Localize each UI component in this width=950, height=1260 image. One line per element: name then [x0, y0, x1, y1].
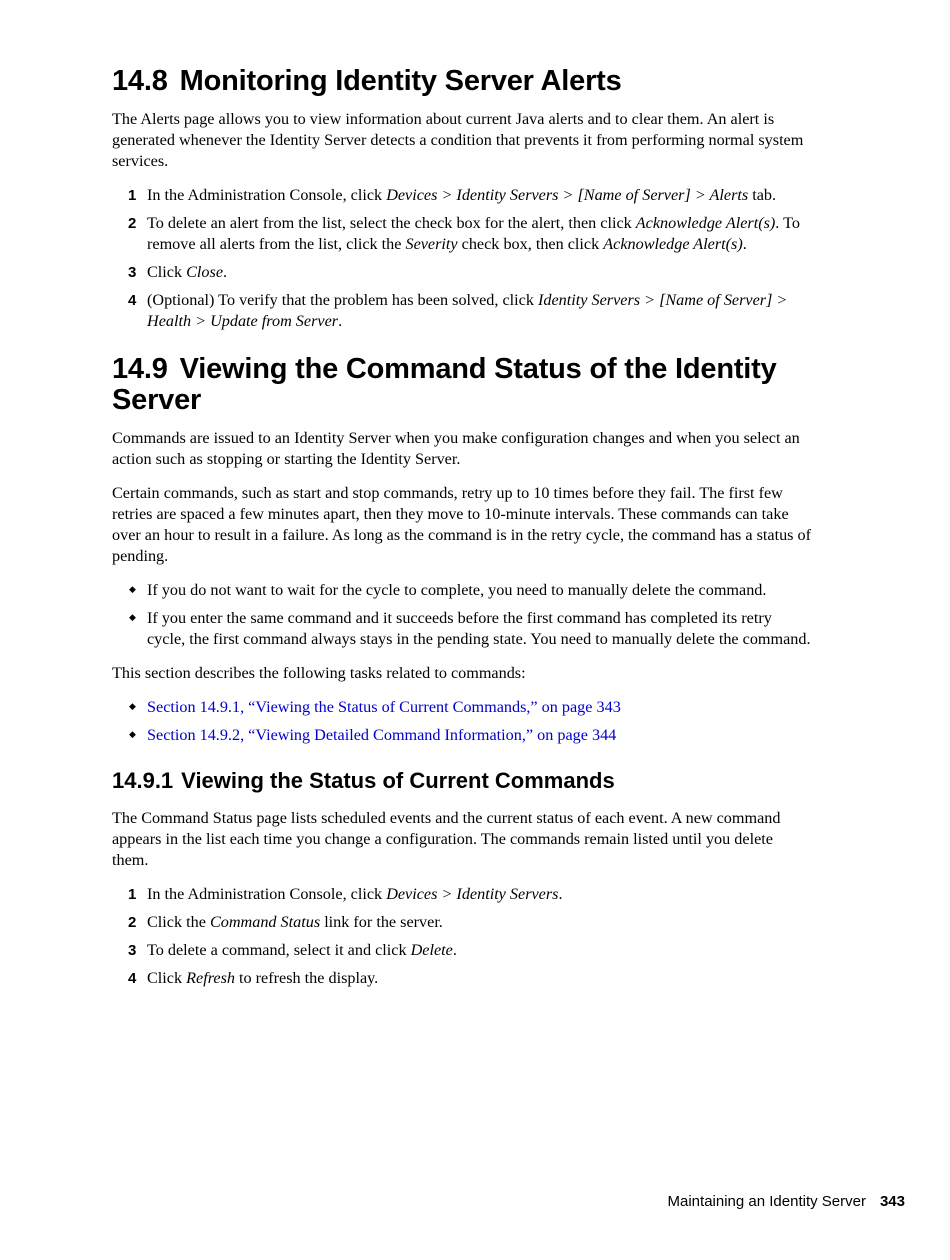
list-item	[112, 262, 812, 283]
step-text: .	[742, 235, 747, 253]
cross-reference-list	[112, 697, 812, 746]
list-item	[112, 213, 812, 255]
step-text: to refresh the display.	[234, 969, 379, 987]
step-ui-label: Command Status	[209, 913, 321, 931]
step-ui-label: Acknowledge Alert(s)	[635, 214, 776, 232]
step-text: .	[223, 263, 228, 281]
step-number: 2	[128, 914, 137, 931]
section-number: 14.8	[112, 65, 168, 97]
step-number: 3	[128, 942, 137, 959]
footer-chapter-title: Maintaining an Identity Server	[667, 1193, 866, 1210]
section-number: 14.9.1	[112, 768, 174, 793]
step-text: (Optional) To verify that the problem has been solved, click	[147, 291, 539, 309]
xref-link-14-9-1[interactable]: Section 14.9.1, “Viewing the Status of Current Commands,” on page 343	[147, 698, 621, 716]
step-text: check box, then click	[457, 235, 604, 253]
paragraph: The Command Status page lists scheduled events and the current status of each event. A new command appears in the list each time you change a configuration. The commands remain listed until you delete them.	[112, 809, 781, 869]
bullet-list-pending	[112, 580, 812, 650]
list-item	[112, 697, 812, 718]
step-text: link for the server.	[320, 913, 443, 931]
list-item	[112, 608, 812, 650]
list-item	[112, 940, 812, 961]
step-number: 2	[128, 215, 137, 232]
section-title: Monitoring Identity Server Alerts	[179, 65, 622, 97]
bullet-text: If you enter the same command and it succeeds before the first command has completed its retry cycle, the first command always stays in the pending state. You need to manually delete the command.	[147, 609, 811, 648]
step-text: To delete an alert from the list, select the check box for the alert, then click	[147, 214, 636, 232]
step-list-alerts	[112, 185, 812, 332]
xref-link-14-9-2[interactable]: Section 14.9.2, “Viewing Detailed Command Information,” on page 344	[147, 726, 617, 744]
step-ui-label: Acknowledge Alert(s)	[603, 235, 743, 253]
bullet-text: If you do not want to wait for the cycle to complete, you need to manually delete the command.	[147, 581, 767, 599]
step-ui-label: Delete	[410, 941, 453, 959]
step-number: 4	[128, 970, 137, 987]
step-ui-label: Refresh	[186, 969, 235, 987]
paragraph: This section describes the following tasks related to commands:	[112, 664, 526, 682]
diamond-bullet-icon: ◆	[129, 702, 136, 712]
list-item	[112, 185, 812, 206]
section-heading-14-8	[112, 66, 812, 97]
step-text: Click	[147, 969, 187, 987]
step-text: In the Administration Console, click	[147, 186, 387, 204]
diamond-bullet-icon: ◆	[129, 585, 136, 595]
section-number: 14.9	[112, 353, 168, 385]
step-text: .	[338, 312, 343, 330]
step-number: 1	[128, 886, 137, 903]
section-title: Viewing the Status of Current Commands	[181, 768, 615, 793]
step-text: Click the	[147, 913, 210, 931]
document-page	[112, 66, 812, 1011]
step-text: Click	[147, 263, 187, 281]
step-number: 3	[128, 264, 137, 281]
step-ui-path: Identity Servers > [Name of Server] > Health > Update from Server	[147, 291, 788, 330]
step-text: .	[558, 885, 563, 903]
step-number: 4	[128, 292, 137, 309]
step-text: tab.	[748, 186, 777, 204]
paragraph: Commands are issued to an Identity Server when you make configuration changes and when you select an action such as stopping or starting the Identity Server.	[112, 429, 800, 468]
step-ui-label: Close	[186, 263, 223, 281]
step-text: .	[452, 941, 457, 959]
paragraph: The Alerts page allows you to view information about current Java alerts and to clear them. An alert is generated whenever the Identity Server detects a condition that prevents it from performing normal system services.	[112, 110, 804, 170]
list-item	[112, 725, 812, 746]
page-number: 343	[879, 1193, 905, 1210]
step-text: . To remove all alerts from the list, click the	[147, 214, 800, 253]
list-item	[112, 968, 812, 989]
step-ui-path: Devices > Identity Servers > [Name of Server] > Alerts	[386, 186, 749, 204]
step-ui-label: Severity	[405, 235, 458, 253]
diamond-bullet-icon: ◆	[129, 613, 136, 623]
section-title: Viewing the Command Status of the Identity Server	[112, 353, 777, 416]
diamond-bullet-icon: ◆	[129, 730, 136, 740]
list-item	[112, 290, 812, 332]
list-item	[112, 912, 812, 933]
step-text: To delete a command, select it and click	[147, 941, 411, 959]
step-number: 1	[128, 187, 137, 204]
step-ui-path: Devices > Identity Servers	[386, 885, 559, 903]
list-item	[112, 884, 812, 905]
step-list-commands	[112, 884, 812, 989]
list-item	[112, 580, 812, 601]
step-text: In the Administration Console, click	[147, 885, 387, 903]
section-heading-14-9	[112, 354, 812, 416]
section-heading-14-9-1	[112, 768, 812, 794]
paragraph: Certain commands, such as start and stop commands, retry up to 10 times before they fail. The first few retries are spaced a few minutes apart, then they move to 10-minute intervals. These commands can take over an hour to result in a failure. As long as the command is in the retry cycle, the command has a status of pending.	[112, 484, 812, 565]
page-footer	[668, 1192, 905, 1212]
